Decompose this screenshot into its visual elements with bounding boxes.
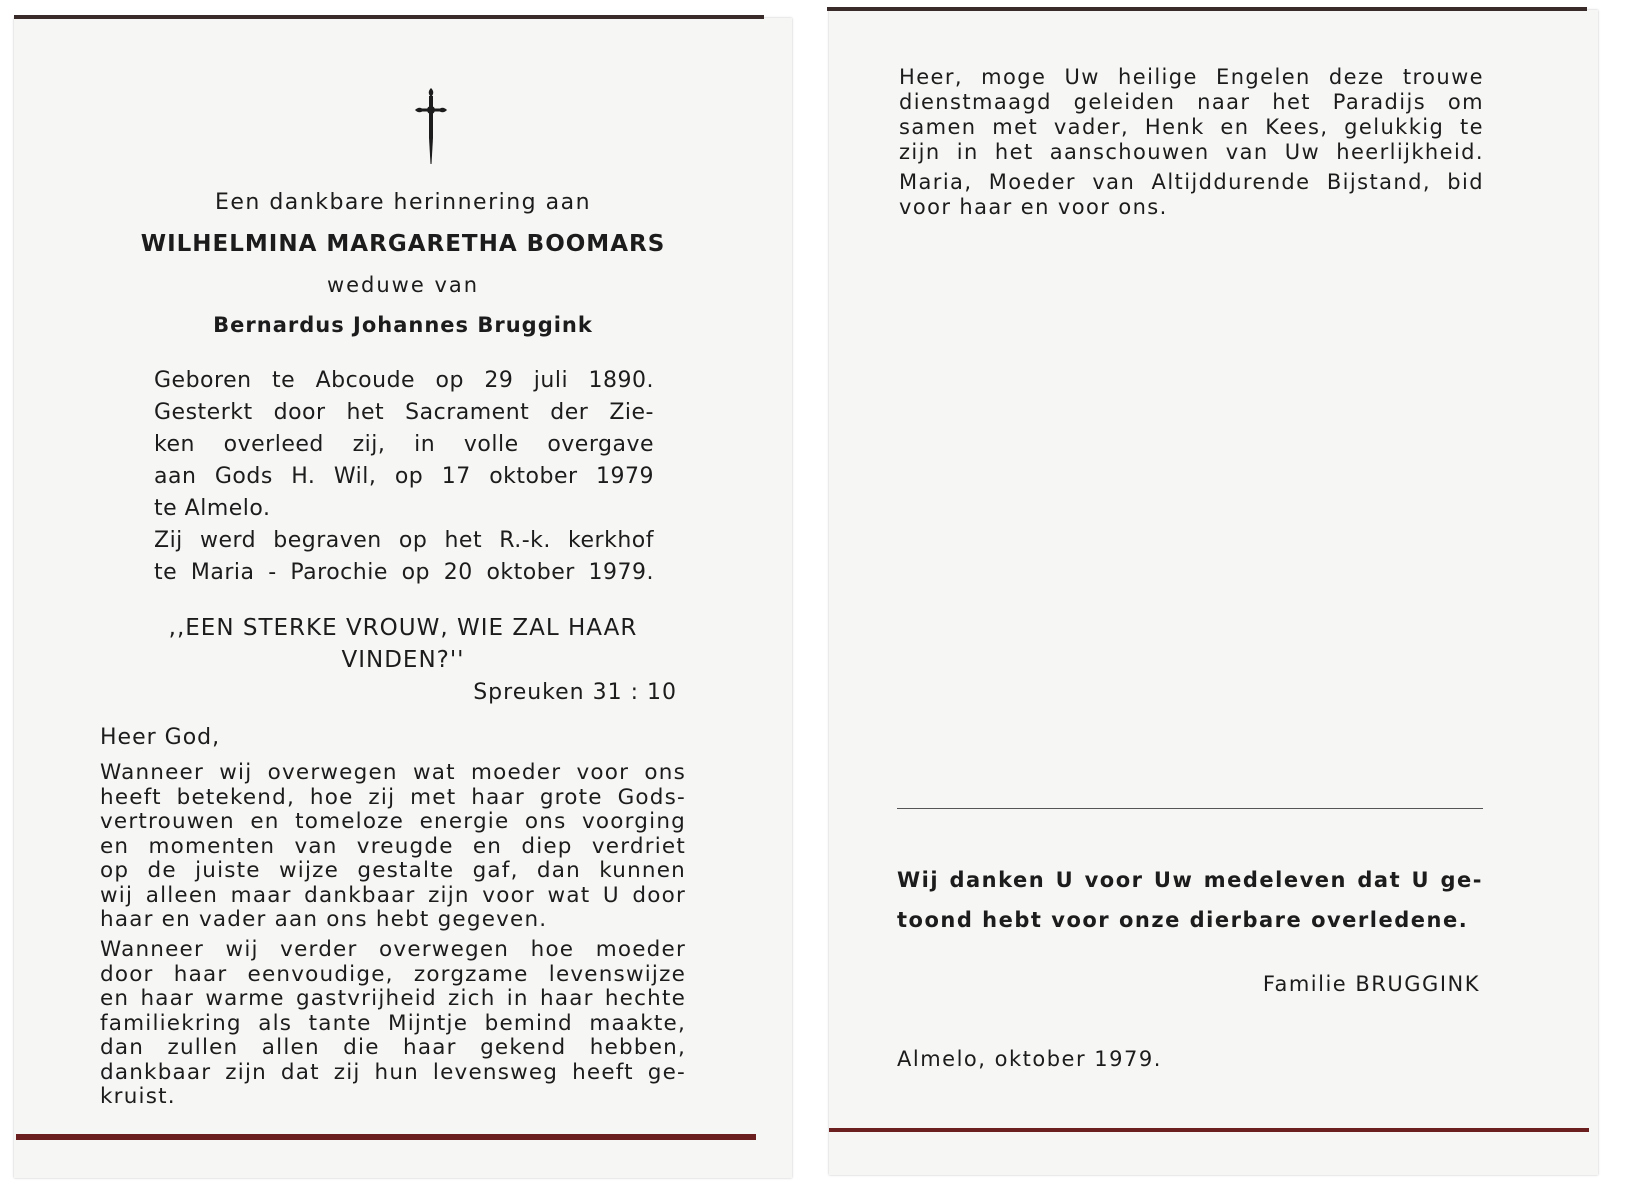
- bio-line: aan Gods H. Wil, op 17 oktober 1979: [154, 464, 654, 489]
- prayer-line: Wanneer wij verder overwegen hoe moeder: [100, 937, 686, 962]
- intro-line: Een dankbare herinnering aan: [214, 190, 592, 215]
- prayer-line: heeft betekend, hoe zij met haar grote Gods-: [100, 784, 686, 810]
- prayer-line: kruist.: [100, 1084, 176, 1109]
- prayer-line: familiekring als tante Mijntje bemind maakte,: [100, 1010, 686, 1036]
- deceased-name: WILHELMINA MARGARETHA BOOMARS: [140, 231, 666, 257]
- bio-line: Gesterkt door het Sacrament der Zie-: [154, 400, 654, 425]
- thanks-line: toond hebt voor onze dierbare overledene.: [897, 908, 1469, 932]
- prayer-salutation: Heer God,: [100, 725, 221, 750]
- prayer-line: en haar warme gastvrijheid zich in haar hechte: [100, 986, 686, 1011]
- thanks-line: Wij danken U voor Uw medeleven dat U ge-: [897, 868, 1483, 892]
- prayer-line: samen met vader, Henk en Kees, gelukkig te: [899, 115, 1484, 139]
- bio-line: te Almelo.: [154, 496, 271, 521]
- prayer-line: en momenten van vreugde en diep verdriet: [100, 833, 686, 859]
- prayer-line: op de juiste wijze gestalte gaf, dan kunnen: [100, 858, 686, 883]
- quote-line: VINDEN?'': [341, 647, 465, 673]
- card-top-edge: [14, 15, 764, 19]
- prayer-line: Heer, moge Uw heilige Engelen deze trouwe: [899, 65, 1484, 89]
- closing-prayer: [899, 65, 1484, 220]
- husband-name: Bernardus Johannes Bruggink: [213, 313, 593, 337]
- bio-line: ken overleed zij, in volle overgave: [154, 432, 654, 457]
- bible-quote: [14, 612, 792, 676]
- biography: [154, 365, 654, 589]
- memorial-card-back: [829, 10, 1598, 1175]
- prayer-line: dan zullen allen die haar gekend hebben,: [100, 1035, 686, 1060]
- prayer-line: haar en vader aan ons hebt gegeven.: [100, 907, 548, 932]
- prayer-line: zijn in het aanschouwen van Uw heerlijkheid.: [899, 140, 1484, 164]
- family-signature: Familie BRUGGINK: [1262, 972, 1480, 996]
- prayer-line: door haar eenvoudige, zorgzame levenswijze: [100, 961, 686, 987]
- memorial-card-front: [14, 18, 792, 1178]
- prayer-paragraph-1: [100, 761, 686, 933]
- card-top-edge: [827, 7, 1587, 11]
- bio-line: te Maria - Parochie op 20 oktober 1979.: [154, 560, 654, 585]
- prayer-paragraph-2: [100, 938, 686, 1110]
- prayer-line: dienstmaagd geleiden naar het Paradijs om: [899, 90, 1484, 114]
- bio-line: Geboren te Abcoude op 29 juli 1890.: [154, 368, 654, 393]
- card-bottom-edge: [16, 1134, 756, 1140]
- cross-icon: [411, 88, 451, 168]
- widow-of-line: weduwe van: [326, 273, 480, 297]
- place-date: Almelo, oktober 1979.: [897, 1047, 1162, 1071]
- prayer-line: voor haar en voor ons.: [899, 195, 1168, 219]
- quote-reference: Spreuken 31 : 10: [473, 680, 677, 705]
- divider-line: [897, 808, 1483, 809]
- thanks-message: [897, 860, 1483, 940]
- prayer-line: wij alleen maar dankbaar zijn voor wat U door: [100, 882, 686, 908]
- prayer-line: dankbaar zijn dat zij hun levensweg heeft ge-: [100, 1059, 686, 1085]
- card-bottom-edge: [829, 1128, 1589, 1132]
- quote-line: ,,EEN STERKE VROUW, WIE ZAL HAAR: [168, 615, 638, 641]
- bio-line: Zij werd begraven op het R.-k. kerkhof: [154, 528, 654, 553]
- prayer-line: Maria, Moeder van Altijddurende Bijstand, bid: [899, 170, 1484, 194]
- prayer-line: Wanneer wij overwegen wat moeder voor ons: [100, 760, 686, 785]
- prayer-line: vertrouwen en tomeloze energie ons voorging: [100, 809, 686, 834]
